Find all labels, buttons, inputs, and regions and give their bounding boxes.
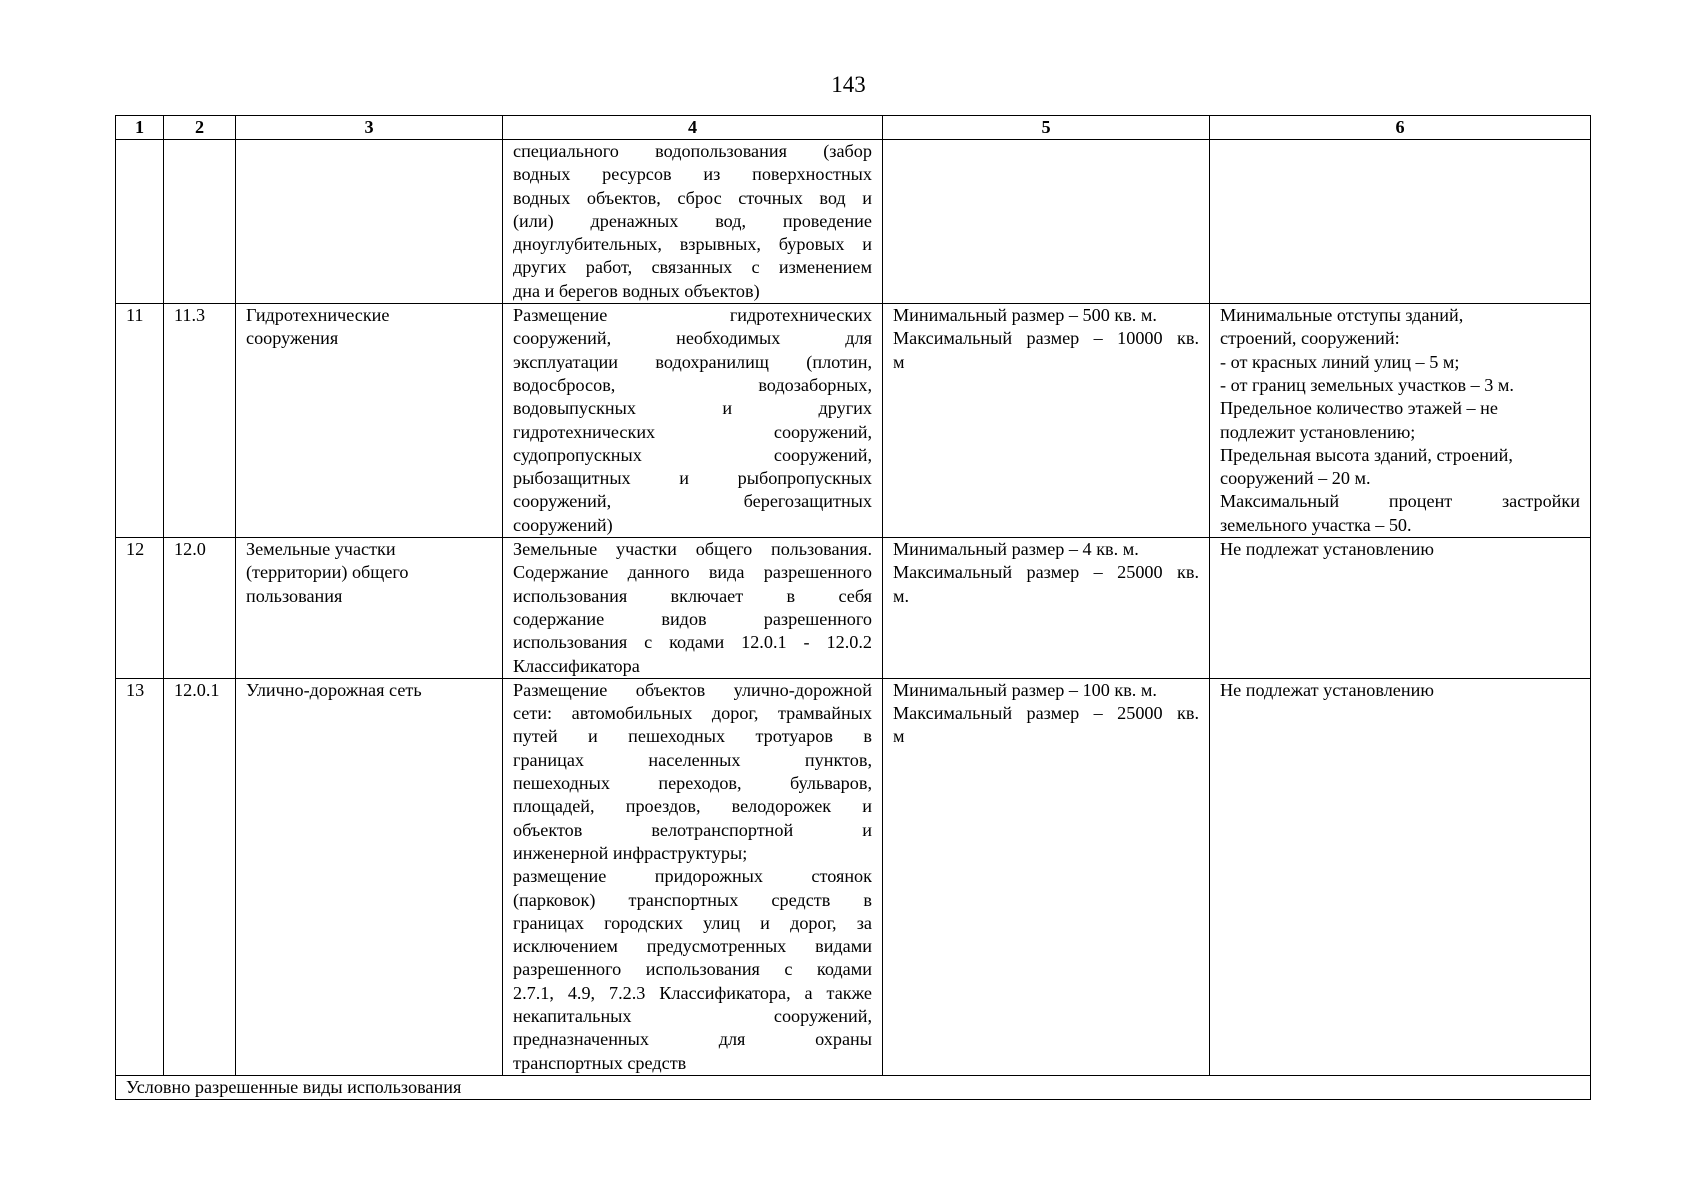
- text-line: сооружений): [513, 514, 613, 535]
- text-line: содержание видов разрешенного: [513, 608, 872, 629]
- cell-code: [164, 140, 236, 304]
- text-line: м: [893, 351, 905, 372]
- text-line: Максимальный размер – 25000 кв.: [893, 562, 1199, 583]
- column-header: 1: [116, 116, 164, 140]
- text-line: дноуглубительных, взрывных, буровых и: [513, 234, 872, 255]
- land-use-table: [115, 115, 1591, 1100]
- table-row: [116, 304, 1591, 538]
- text-line: сооружений, необходимых для: [513, 328, 872, 349]
- cell-description: [503, 538, 883, 679]
- text-line: подлежит установлению;: [1220, 421, 1416, 442]
- cell-params: [1210, 538, 1591, 679]
- cell-size: [883, 140, 1210, 304]
- text-line: пользования: [246, 585, 343, 606]
- text-line: (территории) общего: [246, 562, 409, 583]
- text-line: инженерной инфраструктуры;: [513, 842, 748, 863]
- page-number: 143: [831, 72, 866, 97]
- text-line: сооружений – 20 м.: [1220, 468, 1371, 489]
- cell-number: [116, 140, 164, 304]
- text-line: Земельные участки общего пользования.: [513, 539, 872, 560]
- text-line: Размещение гидротехнических: [513, 305, 872, 326]
- cell-code: 12.0: [164, 538, 236, 679]
- text-line: путей и пешеходных тротуаров в: [513, 726, 872, 747]
- table-row: [116, 678, 1591, 1075]
- column-header: 3: [236, 116, 503, 140]
- text-line: дна и берегов водных объектов): [513, 280, 760, 301]
- section-title: Условно разрешенные виды использования: [116, 1075, 1591, 1099]
- text-line: м.: [893, 585, 910, 606]
- text-line: 2.7.1, 4.9, 7.2.3 Классификатора, а также: [513, 982, 872, 1003]
- text-line: площадей, проездов, велодорожек и: [513, 796, 872, 817]
- text-line: Минимальный размер – 500 кв. м.: [893, 305, 1157, 326]
- text-line: сооружения: [246, 328, 339, 349]
- cell-name: [236, 538, 503, 679]
- text-line: водосбросов, водозаборных,: [513, 374, 872, 395]
- text-line: Не подлежат установлению: [1220, 679, 1434, 700]
- column-header: 6: [1210, 116, 1591, 140]
- text-line: Содержание данного вида разрешенного: [513, 562, 872, 583]
- text-line: рыбозащитных и рыбопропускных: [513, 468, 872, 489]
- text-line: предназначенных для охраны: [513, 1029, 872, 1050]
- text-line: строений, сооружений:: [1220, 328, 1400, 349]
- cell-description: [503, 678, 883, 1075]
- text-line: Минимальный размер – 100 кв. м.: [893, 679, 1157, 700]
- text-line: разрешенного использования с кодами: [513, 959, 872, 980]
- cell-number: 11: [116, 304, 164, 538]
- text-line: водных ресурсов из поверхностных: [513, 164, 872, 185]
- text-line: м: [893, 726, 905, 747]
- text-line: транспортных средств: [513, 1052, 687, 1073]
- text-line: - от красных линий улиц – 5 м;: [1220, 351, 1460, 372]
- column-header: 4: [503, 116, 883, 140]
- text-line: Классификатора: [513, 655, 640, 676]
- cell-description: [503, 304, 883, 538]
- text-line: Минимальные отступы зданий,: [1220, 305, 1464, 326]
- cell-code: 11.3: [164, 304, 236, 538]
- cell-name: [236, 678, 503, 1075]
- text-line: Максимальный размер – 10000 кв.: [893, 328, 1199, 349]
- text-line: земельного участка – 50.: [1220, 514, 1412, 535]
- cell-params: [1210, 678, 1591, 1075]
- text-line: Максимальный размер – 25000 кв.: [893, 703, 1199, 724]
- text-line: гидротехнических сооружений,: [513, 421, 872, 442]
- text-line: некапитальных сооружений,: [513, 1005, 872, 1026]
- text-line: Максимальный процент застройки: [1220, 491, 1580, 512]
- cell-number: 13: [116, 678, 164, 1075]
- text-line: Предельная высота зданий, строений,: [1220, 444, 1513, 465]
- text-line: Гидротехнические: [246, 305, 390, 326]
- column-header: 2: [164, 116, 236, 140]
- cell-params: [1210, 304, 1591, 538]
- cell-size: [883, 538, 1210, 679]
- text-line: использования с кодами 12.0.1 - 12.0.2: [513, 632, 872, 653]
- text-line: исключением предусмотренных видами: [513, 936, 872, 957]
- text-line: (парковок) транспортных средств в: [513, 889, 872, 910]
- cell-size: [883, 678, 1210, 1075]
- text-line: водовыпускных и других: [513, 398, 872, 419]
- cell-description: [503, 140, 883, 304]
- cell-code: 12.0.1: [164, 678, 236, 1075]
- text-line: использования включает в себя: [513, 585, 872, 606]
- text-line: Предельное количество этажей – не: [1220, 398, 1498, 419]
- cell-name: [236, 304, 503, 538]
- cell-name: [236, 140, 503, 304]
- text-line: эксплуатации водохранилищ (плотин,: [513, 351, 872, 372]
- text-line: специального водопользования (забор: [513, 141, 872, 161]
- text-line: границах населенных пунктов,: [513, 749, 872, 770]
- section-row: [116, 1075, 1591, 1099]
- text-line: размещение придорожных стоянок: [513, 866, 872, 887]
- text-line: Улично-дорожная сеть: [246, 679, 422, 700]
- text-line: Минимальный размер – 4 кв. м.: [893, 539, 1139, 560]
- text-line: сооружений, берегозащитных: [513, 491, 872, 512]
- column-header: 5: [883, 116, 1210, 140]
- text-line: (или) дренажных вод, проведение: [513, 210, 872, 231]
- text-line: судопропускных сооружений,: [513, 444, 872, 465]
- text-line: Земельные участки: [246, 539, 396, 560]
- text-line: сети: автомобильных дорог, трамвайных: [513, 703, 872, 724]
- text-line: других работ, связанных с изменением: [513, 257, 872, 278]
- text-line: - от границ земельных участков – 3 м.: [1220, 374, 1514, 395]
- text-line: пешеходных переходов, бульваров,: [513, 773, 872, 794]
- text-line: границах городских улиц и дорог, за: [513, 912, 872, 933]
- cell-params: [1210, 140, 1591, 304]
- text-line: Размещение объектов улично-дорожной: [513, 679, 872, 700]
- text-line: объектов велотранспортной и: [513, 819, 872, 840]
- table-header-row: [116, 116, 1591, 140]
- text-line: водных объектов, сброс сточных вод и: [513, 187, 872, 208]
- table-row-continuation: [116, 140, 1591, 304]
- table-row: [116, 538, 1591, 679]
- text-line: Не подлежат установлению: [1220, 539, 1434, 560]
- cell-number: 12: [116, 538, 164, 679]
- cell-size: [883, 304, 1210, 538]
